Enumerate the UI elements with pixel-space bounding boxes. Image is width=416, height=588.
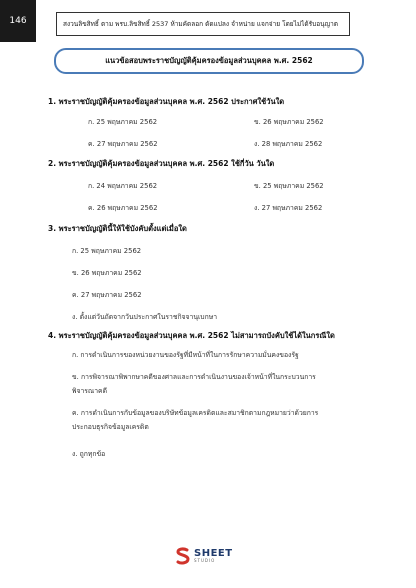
- q2-option-d: ง. 27 พฤษภาคม 2562: [254, 204, 323, 212]
- q1-option-c: ค. 27 พฤษภาคม 2562: [88, 140, 158, 148]
- q2-option-c: ค. 26 พฤษภาคม 2562: [88, 204, 158, 212]
- q4-option-d: ง. ถูกทุกข้อ: [72, 450, 106, 458]
- q3-option-b: ข. 26 พฤษภาคม 2562: [72, 269, 142, 277]
- q1-option-b: ข. 26 พฤษภาคม 2562: [254, 118, 324, 126]
- q4-option-a: ก. การดำเนินการของหน่วยงานของรัฐที่มีหน้าที่ในการรักษาความมั่นคงของรัฐ: [72, 351, 299, 359]
- page-number: 146: [0, 0, 36, 42]
- copyright-notice: สงวนลิขสิทธิ์ ตาม พรบ.ลิขสิทธิ์ 2537 ห้ามคัดลอก ดัดแปลง จำหน่าย แจกจ่าย โดยไม่ได้รับอนุญาต: [56, 12, 350, 36]
- page-title: แนวข้อสอบพระราชบัญญัติคุ้มครองข้อมูลส่วนบุคคล พ.ศ. 2562: [54, 48, 364, 74]
- brand-subtitle: STUDIO: [194, 558, 216, 563]
- q1-option-a: ก. 25 พฤษภาคม 2562: [88, 118, 158, 126]
- brand-logo: [176, 546, 233, 566]
- brand-name: SHEET: [194, 548, 233, 559]
- q2-option-b: ข. 25 พฤษภาคม 2562: [254, 182, 324, 190]
- question-3: 3. พระราชบัญญัตินี้ให้ใช้บังคับตั้งแต่เมื่อใด: [48, 224, 187, 233]
- question-4: 4. พระราชบัญญัติคุ้มครองข้อมูลส่วนบุคคล พ.ศ. 2562 ไม่สามารถบังคับใช้ได้ในกรณีใด: [48, 331, 335, 340]
- question-2: 2. พระราชบัญญัติคุ้มครองข้อมูลส่วนบุคคล พ.ศ. 2562 ใช้กี่วัน วันใด: [48, 159, 275, 168]
- q1-option-d: ง. 28 พฤษภาคม 2562: [254, 140, 323, 148]
- question-1: 1. พระราชบัญญัติคุ้มครองข้อมูลส่วนบุคคล พ.ศ. 2562 ประกาศใช้วันใด: [48, 97, 285, 106]
- q4-option-c: ค. การดำเนินการกับข้อมูลของบริษัทข้อมูลเครดิตและสมาชิกตามกฎหมายว่าด้วยการประกอบธุรกิจข้อมูลเครดิต: [72, 409, 319, 431]
- q3-option-a: ก. 25 พฤษภาคม 2562: [72, 247, 142, 255]
- logo-icon: [176, 547, 190, 565]
- q2-option-a: ก. 24 พฤษภาคม 2562: [88, 182, 158, 190]
- q3-option-d: ง. ตั้งแต่วันถัดจากวันประกาศในราชกิจจานุเบกษา: [72, 313, 218, 321]
- q4-option-b: ข. การพิจารณาพิพากษาคดีของศาลและการดำเนินงานของเจ้าหน้าที่ในกระบวนการพิจารณาคดี: [72, 373, 316, 395]
- q3-option-c: ค. 27 พฤษภาคม 2562: [72, 291, 142, 299]
